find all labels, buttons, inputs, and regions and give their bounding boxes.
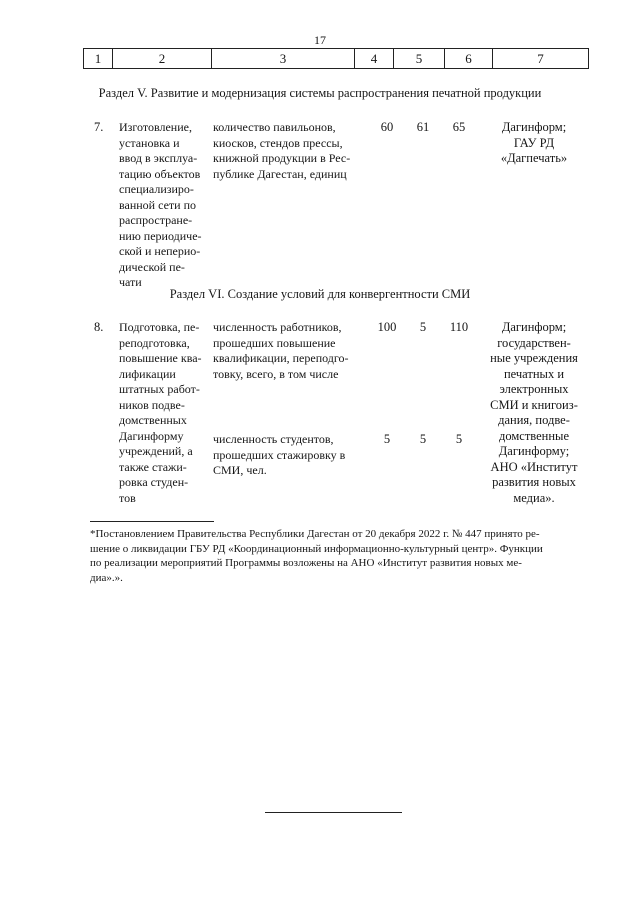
name-line: также стажи- [119,459,187,474]
executor-line: развития новых [492,475,576,489]
name-line: чати [119,275,142,289]
row-7-value-2: 61 [416,120,430,134]
name-line: учреждений, а [119,444,193,458]
section-6-title: Раздел VI. Создание условий для конвергентности СМИ [169,287,471,301]
row-8-indicator-staff [213,320,367,382]
indicator-line: прошедших повышение [213,335,336,350]
closing-rule [265,812,402,813]
header-col-1: 1 [84,49,113,69]
row-7-name [119,120,208,291]
executor-line: домственные [499,428,569,443]
row-8-staff-value-3: 110 [449,320,469,334]
footnote [90,527,572,585]
row-8-students-value-3: 5 [455,432,463,446]
name-line: лификации [119,366,176,381]
name-line: ввод в эксплуа- [119,151,198,165]
name-line: ванной сети по [119,197,196,212]
name-line: тов [119,490,136,505]
header-col-7: 7 [493,49,589,69]
name-line: специализиро- [119,182,194,196]
header-col-5: 5 [394,49,445,69]
indicator-line: публике Дагестан, единиц [213,166,347,181]
row-7-value-1: 60 [380,120,394,134]
row-7-executor [482,120,586,167]
name-line: ников подве- [119,397,185,412]
row-7-value-3: 65 [452,120,466,134]
name-line: Подготовка, пе- [119,320,200,334]
executor-line: печатных и [503,366,565,381]
name-line: повышение ква- [119,351,202,365]
indicator-line: книжной продукции в Рес- [213,151,351,165]
name-line: тацию объектов [119,166,201,181]
name-line: ской и неперио- [119,244,201,258]
name-line: нию периодиче- [119,228,202,243]
footnote-line: диа».». [90,571,123,584]
indicator-line: прошедших стажировку в [213,447,346,462]
name-line: дической пе- [119,259,185,274]
name-line: домственных [119,413,187,427]
footnote-line: *Постановлением Правительства Республики Дагестан от 20 декабря 2022 г. № 447 принято ре- [90,528,540,540]
column-number-header [83,48,589,69]
name-line: ровка студен- [119,475,189,489]
name-line: Изготовление, [119,120,192,134]
header-col-4: 4 [355,49,394,69]
footnote-line: шение о ликвидации ГБУ РД «Координационный информационно-культурный центр». Функции [90,542,543,555]
name-line: штатных работ- [119,382,200,396]
row-8-number: 8. [94,320,104,334]
indicator-line: СМИ, чел. [213,463,267,477]
indicator-line: численность работников, [213,320,342,334]
indicator-line: киосков, стендов прессы, [213,135,343,150]
header-col-3: 3 [212,49,355,69]
row-8-staff-value-2: 5 [419,320,427,334]
indicator-line: квалификации, переподго- [213,351,349,365]
row-8-students-value-2: 5 [419,432,427,446]
row-8-students-value-1: 5 [383,432,391,446]
name-line: установка и [119,135,180,150]
executor-line: ГАУ РД [513,135,555,150]
row-8-executor [482,320,586,506]
header-col-6: 6 [445,49,493,69]
executor-line: дания, подве- [498,413,570,427]
executor-line: СМИ и книгоиз- [490,397,578,412]
name-line: реподготовка, [119,335,190,350]
executor-line: медиа». [513,490,555,505]
executor-line: ные учреждения [490,351,578,365]
executor-line: электронных [499,382,569,396]
executor-line: Дагинформ; [501,120,567,134]
executor-line: государствен- [497,335,571,350]
section-5-title: Раздел V. Развитие и модернизация системы распространения печатной продукции [98,86,542,100]
page-number: 17 [314,33,326,47]
executor-line: АНО «Институт [490,459,578,474]
indicator-line: товку, всего, в том числе [213,366,339,381]
executor-line: Дагинформ; [501,320,567,334]
name-line: распростране- [119,213,193,227]
row-8-name [119,320,208,506]
header-col-2: 2 [113,49,212,69]
footnote-line: по реализации мероприятий Программы возложены на АНО «Институт развития новых ме- [90,557,522,569]
executor-line: «Дагпечать» [500,151,568,165]
footnote-separator [90,521,214,522]
row-8-indicator-students [213,432,367,479]
row-7-indicator [213,120,367,182]
name-line: Дагинформу [119,428,184,443]
executor-line: Дагинформу; [498,444,570,458]
row-8-staff-value-1: 100 [377,320,397,334]
indicator-line: количество павильонов, [213,120,336,134]
row-7-number: 7. [94,120,104,134]
indicator-line: численность студентов, [213,432,334,446]
